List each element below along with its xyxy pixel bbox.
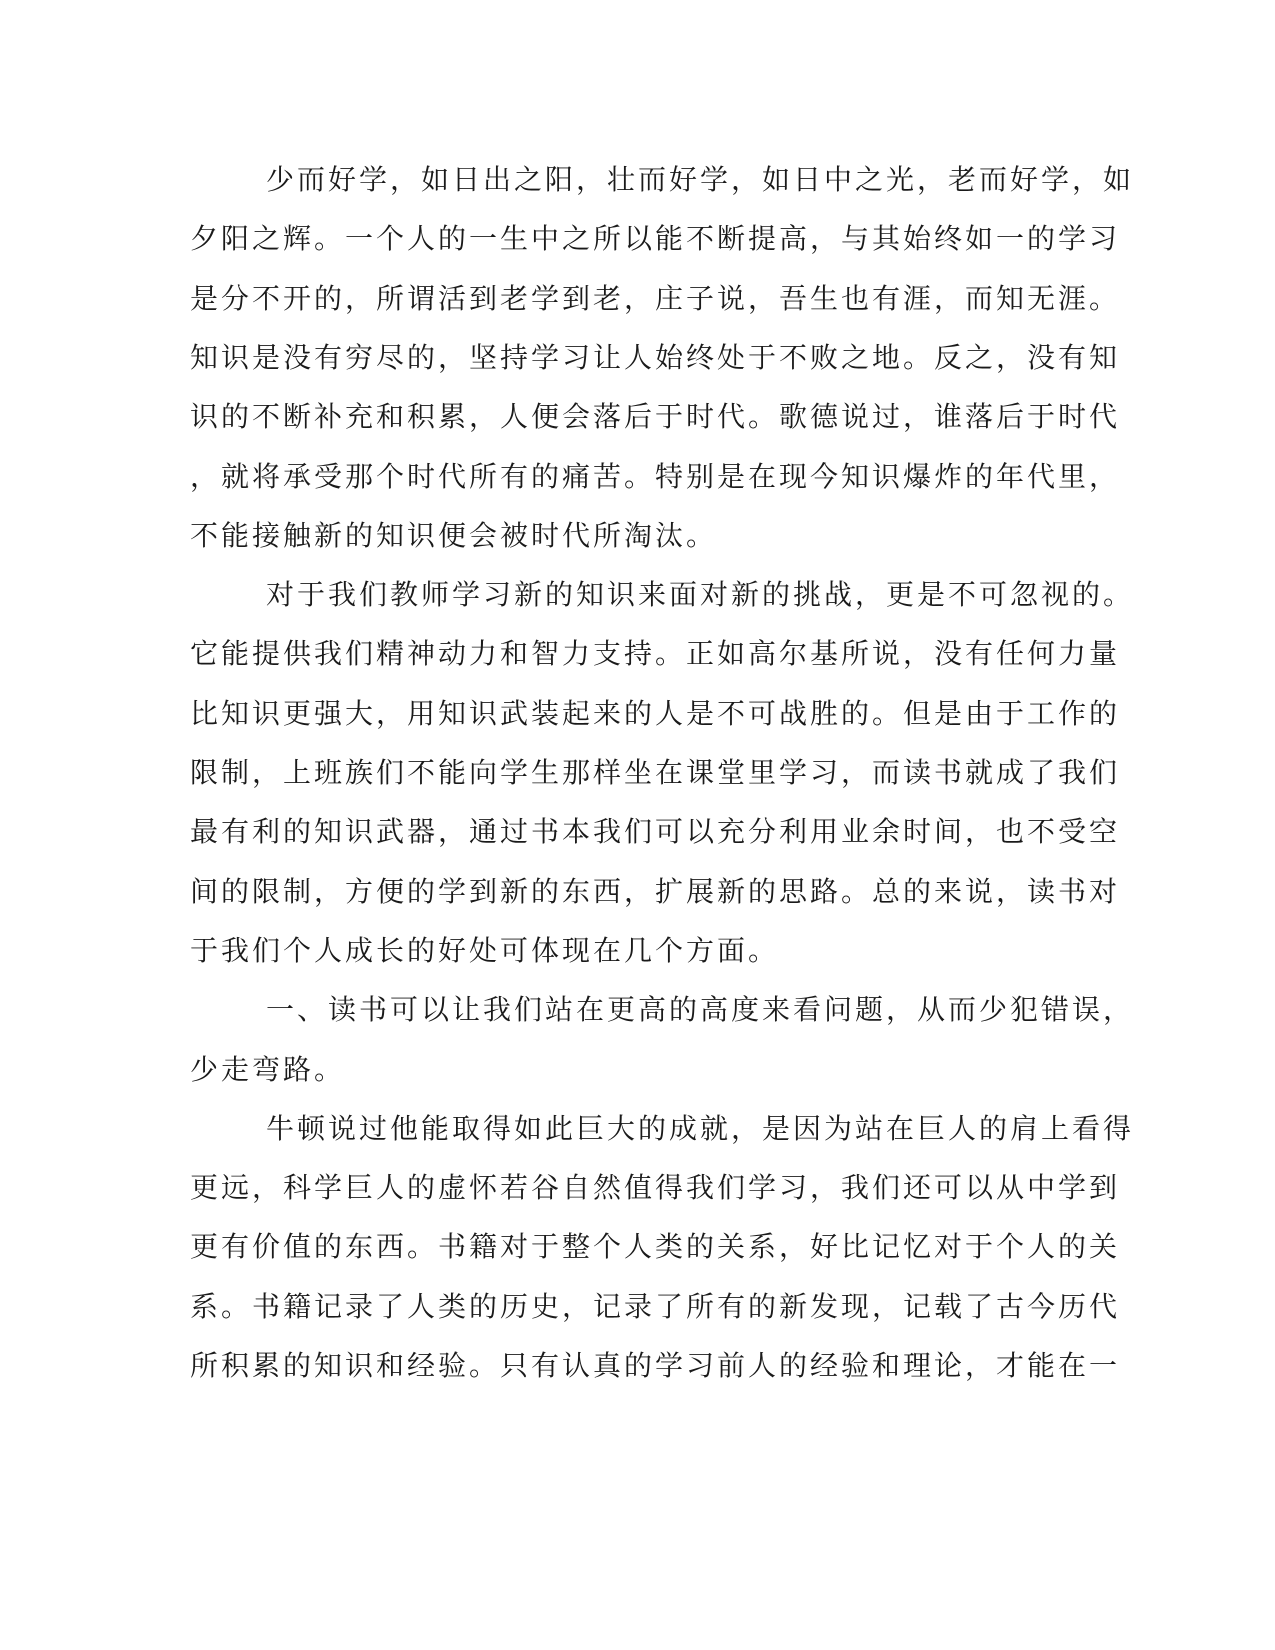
paragraph-first-line: 对于我们教师学习新的知识来面对新的挑战，更是不可忽视的。: [266, 578, 1135, 612]
text-line: 限制，上班族们不能向学生那样坐在课堂里学习，而读书就成了我们: [190, 756, 1121, 789]
text-line: 是分不开的，所谓活到老学到老，庄子说，吾生也有涯，而知无涯。: [190, 281, 1121, 315]
text-line: 更远，科学巨人的虚怀若谷自然值得我们学习，我们还可以从中学到: [190, 1171, 1121, 1205]
text-line: ，就将承受那个时代所有的痛苦。特别是在现今知识爆炸的年代里，: [190, 459, 1121, 493]
text-line: 不能接触新的知识便会被时代所淘汰。: [190, 518, 718, 552]
text-line: 系。书籍记录了人类的历史，记录了所有的新发现，记载了古今历代: [190, 1289, 1121, 1323]
text-line: 夕阳之辉。一个人的一生中之所以能不断提高，与其始终如一的学习: [190, 222, 1121, 256]
text-line: 更有价值的东西。书籍对于整个人类的关系，好比记忆对于个人的关: [190, 1230, 1121, 1264]
text-line: 所积累的知识和经验。只有认真的学习前人的经验和理论，才能在一: [190, 1349, 1121, 1382]
text-line: 于我们个人成长的好处可体现在几个方面。: [190, 933, 780, 967]
text-line: 少走弯路。: [190, 1052, 346, 1086]
text-line: 识的不断补充和积累，人便会落后于时代。歌德说过，谁落后于时代: [190, 400, 1121, 434]
text-line: 它能提供我们精神动力和智力支持。正如高尔基所说，没有任何力量: [190, 637, 1121, 671]
paragraph-first-line: 一、读书可以让我们站在更高的高度来看问题，从而少犯错误，: [266, 993, 1135, 1027]
paragraph-first-line: 牛顿说过他能取得如此巨大的成就，是因为站在巨人的肩上看得: [266, 1111, 1135, 1145]
text-line: 最有利的知识武器，通过书本我们可以充分利用业余时间，也不受空: [190, 815, 1121, 849]
paragraph-first-line: 少而好学，如日出之阳，壮而好学，如日中之光，老而好学，如: [266, 163, 1135, 196]
text-line: 知识是没有穷尽的，坚持学习让人始终处于不败之地。反之，没有知: [190, 340, 1121, 374]
text-line: 比知识更强大，用知识武装起来的人是不可战胜的。但是由于工作的: [190, 696, 1121, 730]
text-line: 间的限制，方便的学到新的东西，扩展新的思路。总的来说，读书对: [190, 874, 1121, 908]
